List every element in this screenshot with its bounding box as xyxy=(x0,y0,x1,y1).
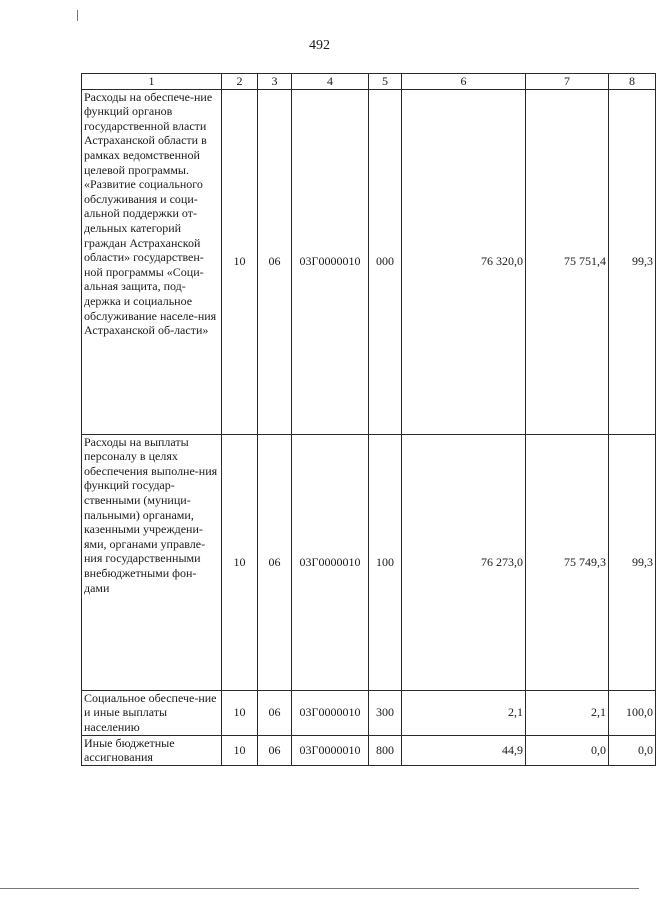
column-header-6: 6 xyxy=(402,74,526,90)
planned-amount: 2,1 xyxy=(402,690,526,735)
execution-percent: 100,0 xyxy=(609,690,656,735)
column-header-4: 4 xyxy=(292,74,369,90)
expense-type-code: 800 xyxy=(369,735,402,765)
planned-amount: 44,9 xyxy=(402,735,526,765)
subsection-code: 06 xyxy=(258,89,292,434)
column-header-2: 2 xyxy=(222,74,258,90)
target-article-code: 03Г0000010 xyxy=(292,89,369,434)
table-row xyxy=(82,690,656,735)
executed-amount: 75 751,4 xyxy=(526,89,609,434)
target-article-code: 03Г0000010 xyxy=(292,434,369,690)
expense-name: Социальное обеспече-ние и иные выплаты населению xyxy=(82,690,222,735)
subsection-code: 06 xyxy=(258,690,292,735)
section-code: 10 xyxy=(222,690,258,735)
page-bottom-rule xyxy=(0,888,639,889)
execution-percent: 99,3 xyxy=(609,89,656,434)
section-code: 10 xyxy=(222,434,258,690)
column-header-5: 5 xyxy=(369,74,402,90)
section-code: 10 xyxy=(222,89,258,434)
scan-corner-mark xyxy=(77,10,81,21)
page-number: 492 xyxy=(309,38,330,53)
planned-amount: 76 320,0 xyxy=(402,89,526,434)
table-row xyxy=(82,89,656,434)
column-header-1: 1 xyxy=(82,74,222,90)
expense-name: Расходы на обеспече-ние функций органов государственной власти Астраханской области в рамках ведомственной целевой программы. «Развитие социального обслуживания и соци-альной поддержки от-дельных категорий граждан Астраханской области» государствен-ной программы «Соци-альная защита, под-держка и социальное обслуживание населе-ния Астраханской об-ласти» xyxy=(82,89,222,434)
execution-percent: 0,0 xyxy=(609,735,656,765)
subsection-code: 06 xyxy=(258,434,292,690)
table-header-row xyxy=(82,74,656,90)
table-row xyxy=(82,434,656,690)
executed-amount: 75 749,3 xyxy=(526,434,609,690)
expense-type-code: 100 xyxy=(369,434,402,690)
expense-type-code: 000 xyxy=(369,89,402,434)
expense-name: Иные бюджетные ассигнования xyxy=(82,735,222,765)
budget-table xyxy=(81,73,656,766)
target-article-code: 03Г0000010 xyxy=(292,690,369,735)
executed-amount: 2,1 xyxy=(526,690,609,735)
column-header-8: 8 xyxy=(609,74,656,90)
subsection-code: 06 xyxy=(258,735,292,765)
table-row xyxy=(82,735,656,765)
section-code: 10 xyxy=(222,735,258,765)
expense-type-code: 300 xyxy=(369,690,402,735)
execution-percent: 99,3 xyxy=(609,434,656,690)
target-article-code: 03Г0000010 xyxy=(292,735,369,765)
column-header-3: 3 xyxy=(258,74,292,90)
column-header-7: 7 xyxy=(526,74,609,90)
planned-amount: 76 273,0 xyxy=(402,434,526,690)
expense-name: Расходы на выплаты персоналу в целях обеспечения выполне-ния функций государ-ственными (муници-пальными) органами, казенными учреждени-ями, органами управле-ния государственными внебюджетными фон-дами xyxy=(82,434,222,690)
executed-amount: 0,0 xyxy=(526,735,609,765)
